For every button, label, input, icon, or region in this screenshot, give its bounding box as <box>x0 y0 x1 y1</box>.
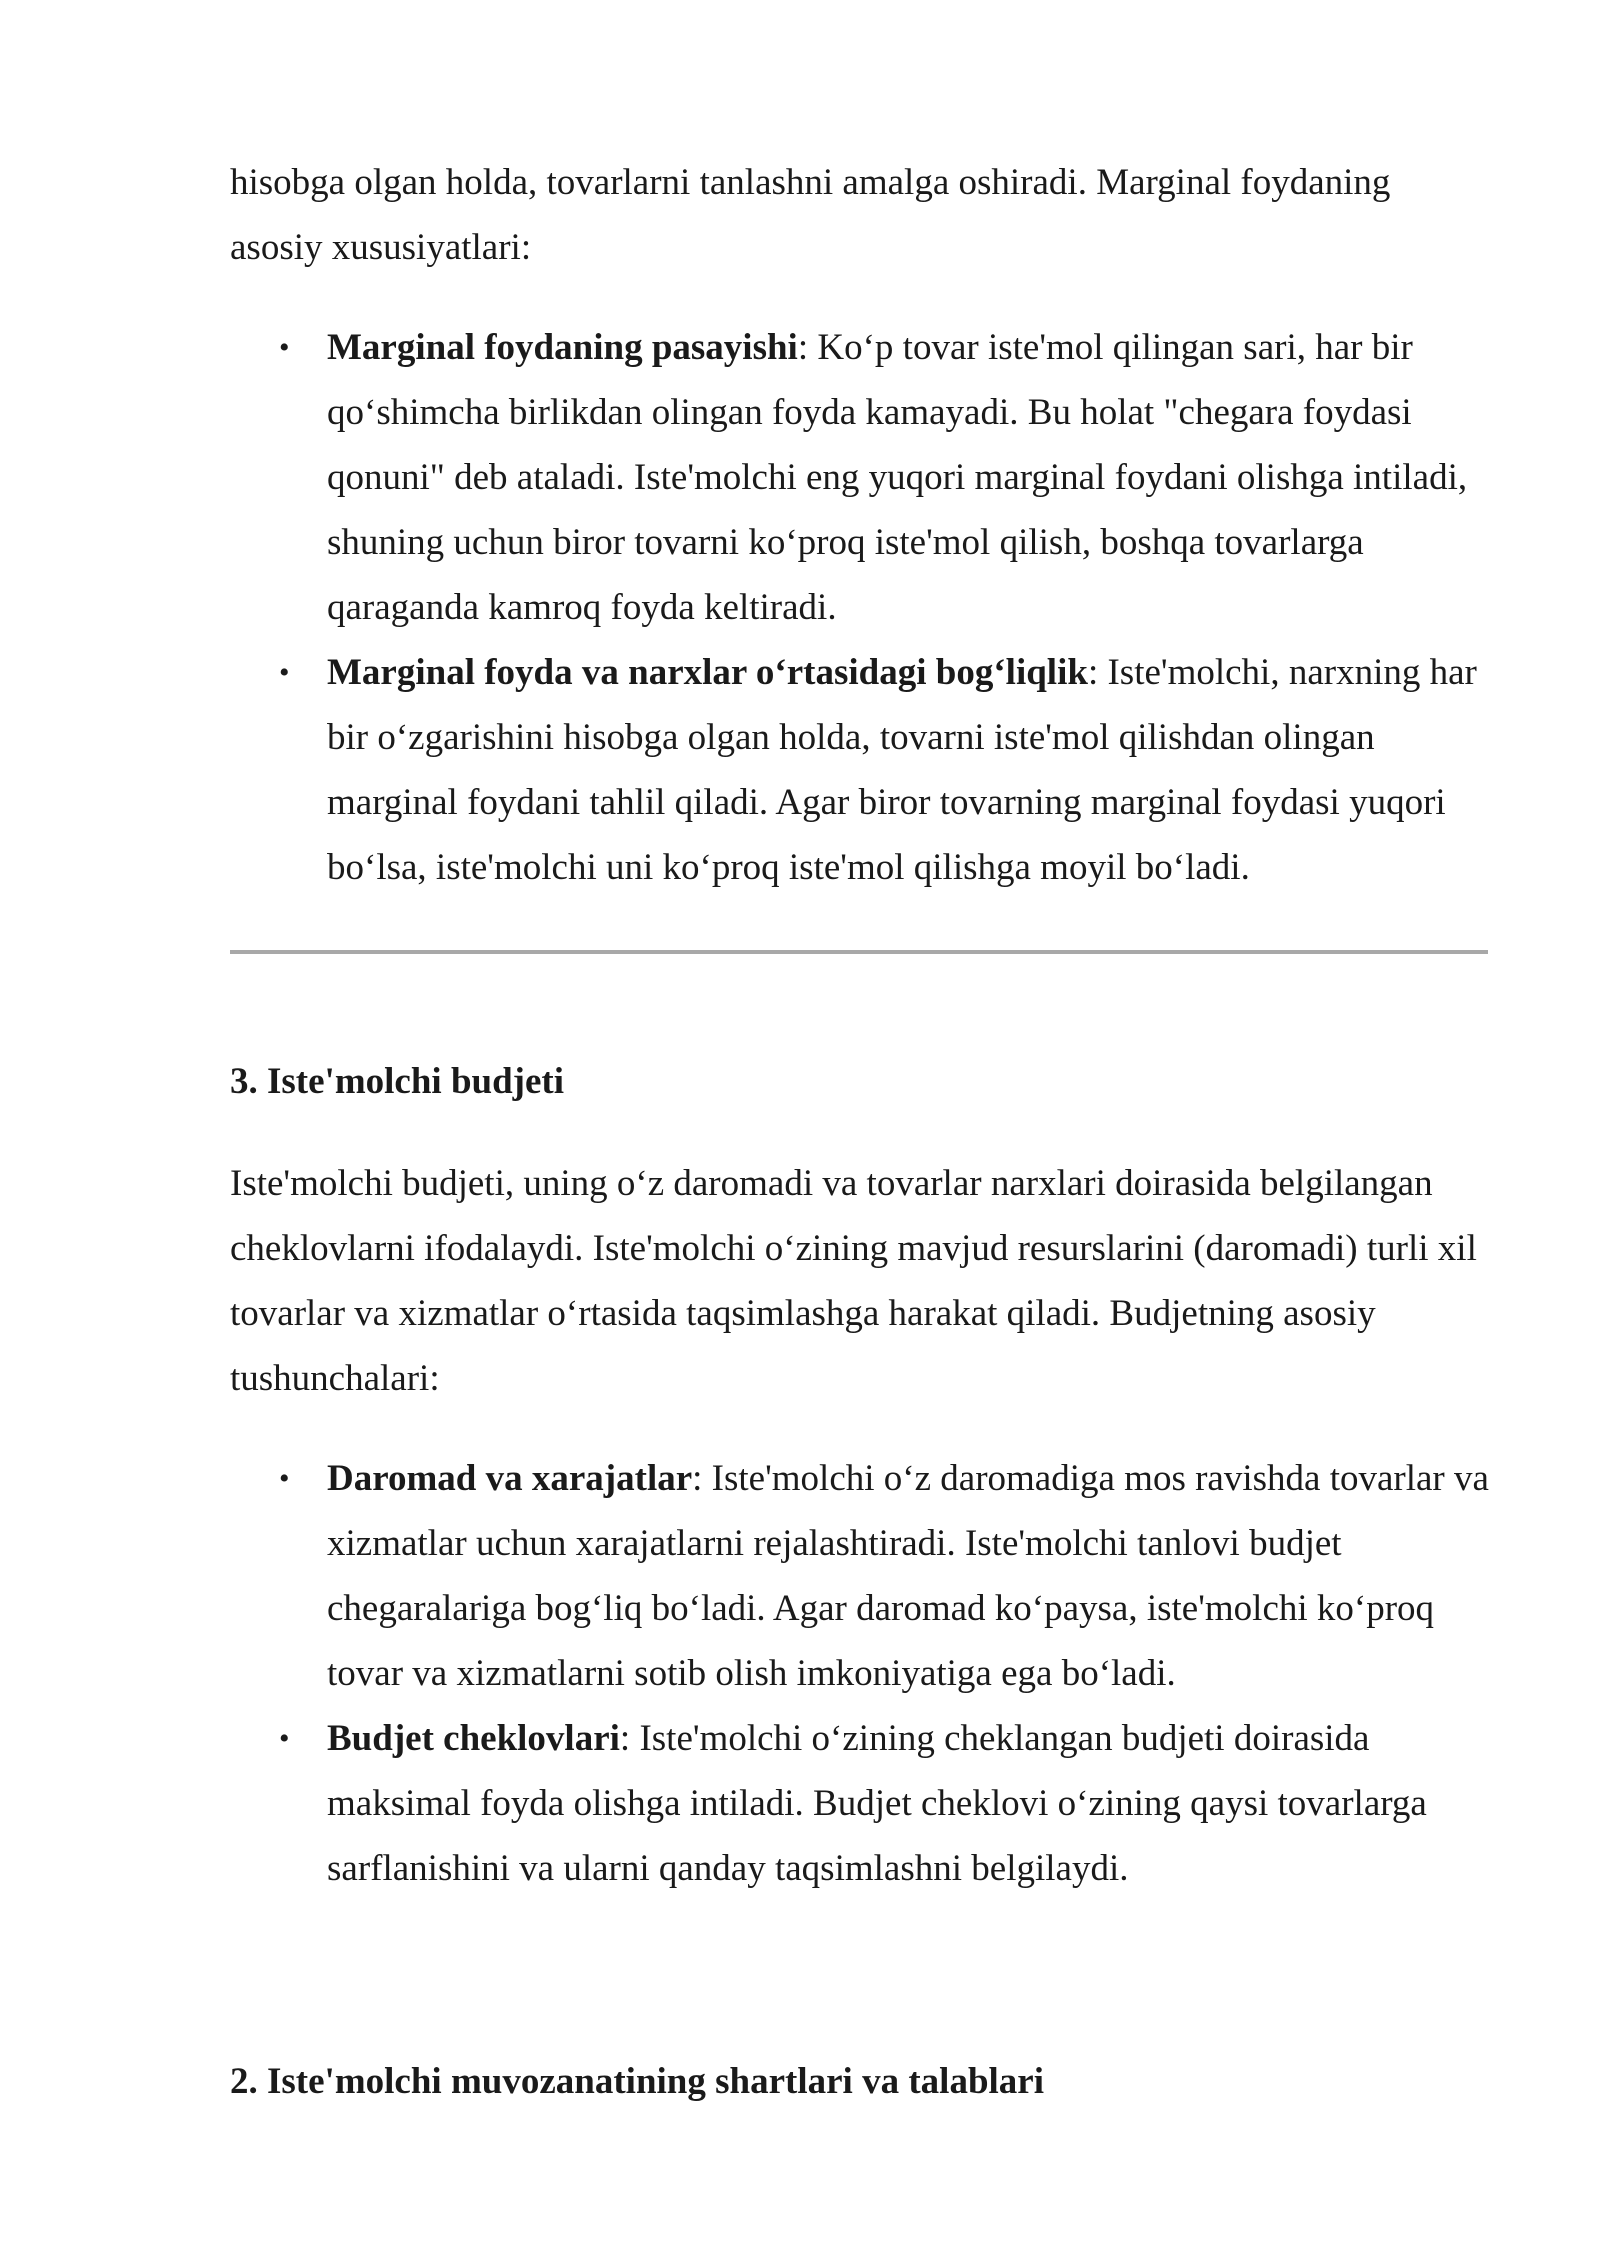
horizontal-divider <box>230 950 1488 954</box>
intro-paragraph: hisobga olgan holda, tovarlarni tanlashni amalga oshiradi. Marginal foydaning asosiy xususiyatlari: <box>230 162 1391 268</box>
section-paragraph: Iste'molchi budjeti, uning oʻz daromadi va tovarlar narxlari doirasida belgilangan cheklovlarni ifodalaydi. Iste'molchi oʻzining mavjud resurslarini (daromadi) turli xil tovarlar va xizmatlar oʻrtasida taqsimlashga harakat qiladi. Budjetning asosiy tushunchalari: <box>230 1163 1477 1399</box>
bullet-icon: • <box>279 1462 290 1495</box>
bullet-icon: • <box>279 1722 290 1755</box>
list-item-term: Marginal foydaning pasayishi <box>327 327 798 368</box>
document-page <box>230 150 1500 2114</box>
list-item-term: Marginal foyda va narxlar oʻrtasidagi bogʻliqlik <box>327 652 1088 693</box>
list-item-term: Daromad va xarajatlar <box>327 1458 693 1499</box>
list-item-separator: : <box>1087 652 1099 693</box>
section-heading: 3. Iste'molchi budjeti <box>230 1061 565 1102</box>
marginal-utility-list <box>230 315 1507 900</box>
list-item <box>279 1706 1507 1901</box>
list-item-separator: : <box>692 1458 703 1499</box>
list-item-text: Iste'molchi oʻzining cheklangan budjeti doirasida maksimal foyda olishga intiladi. Budjet cheklovi oʻzining qaysi tovarlarga sarflanishini va ularni qanday taqsimlashni belgilaydi. <box>327 1718 1427 1889</box>
bullet-icon: • <box>279 331 290 364</box>
list-item-text: Iste'molchi, narxning har bir oʻzgarishini hisobga olgan holda, tovarni iste'mol qilishdan olingan marginal foydani tahlil qiladi. Agar biror tovarning marginal foydasi yuqori boʻlsa, iste'molchi uni koʻproq iste'mol qilishga moyil boʻladi. <box>327 652 1477 888</box>
section-heading: 2. Iste'molchi muvozanatining shartlari va talablari <box>230 2061 1044 2102</box>
list-item-term: Budjet cheklovlari <box>327 1718 620 1759</box>
budget-concepts-list <box>230 1446 1507 1901</box>
list-item-text: Koʻp tovar iste'mol qilingan sari, har bir qoʻshimcha birlikdan olingan foyda kamayadi. Bu holat "chegara foydasi qonuni" deb ataladi. Iste'molchi eng yuqori marginal foydani olishga intiladi, shuning uchun biror tovarni koʻproq iste'mol qilish, boshqa tovarlarga qaraganda kamroq foyda keltiradi. <box>327 327 1468 628</box>
list-item-separator: : <box>619 1718 631 1759</box>
list-item <box>279 315 1507 640</box>
list-item-separator: : <box>797 327 809 368</box>
list-item-text: Iste'molchi oʻz daromadiga mos ravishda tovarlar va xizmatlar uchun xarajatlarni rejalashtiradi. Iste'molchi tanlovi budjet chegaralariga bogʻliq boʻladi. Agar daromad koʻpaysa, iste'molchi koʻproq tovar va xizmatlarni sotib olish imkoniyatiga ega boʻladi. <box>327 1458 1489 1694</box>
list-item <box>279 1446 1507 1706</box>
bullet-icon: • <box>279 656 290 689</box>
list-item <box>279 640 1507 900</box>
